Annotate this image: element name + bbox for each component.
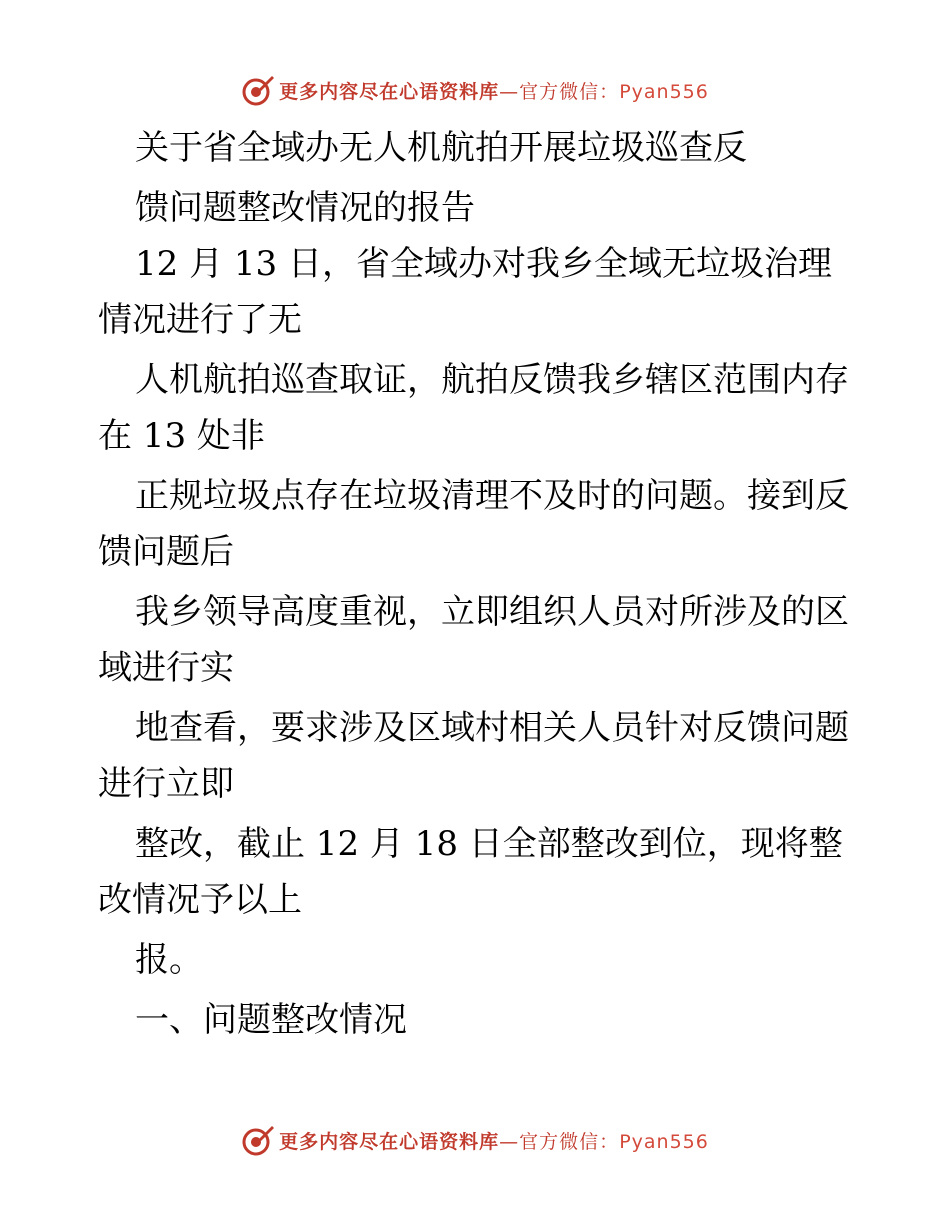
body-line: 人机航拍巡查取证，航拍反馈我乡辖区范围内存	[135, 360, 849, 400]
footer-watermark	[0, 1122, 950, 1158]
section-heading: 一、问题整改情况	[135, 1000, 407, 1040]
document-title-line-2: 馈问题整改情况的报告	[135, 188, 475, 228]
body-line: 报。	[135, 940, 203, 980]
body-line: 12 月 13 日，省全域办对我乡全域无垃圾治理	[135, 244, 832, 284]
pen-logo-icon	[241, 73, 275, 107]
body-line: 正规垃圾点存在垃圾清理不及时的问题。接到反	[135, 476, 849, 516]
header-watermark	[0, 72, 950, 108]
body-line: 在 13 处非	[98, 416, 265, 456]
body-line: 情况进行了无	[98, 300, 302, 340]
body-line: 进行立即	[98, 764, 234, 804]
body-line: 改情况予以上	[98, 880, 302, 920]
body-line: 我乡领导高度重视，立即组织人员对所涉及的区	[135, 592, 849, 632]
document-title-line-1: 关于省全域办无人机航拍开展垃圾巡查反	[135, 128, 747, 168]
body-line: 域进行实	[98, 648, 234, 688]
pen-logo-icon	[241, 1123, 275, 1157]
body-line: 整改，截止 12 月 18 日全部整改到位，现将整	[135, 824, 843, 864]
watermark-text: 更多内容尽在心语资料库—官方微信：Pyan556	[279, 1130, 709, 1153]
body-line: 馈问题后	[98, 532, 234, 572]
watermark-text: 更多内容尽在心语资料库—官方微信：Pyan556	[279, 80, 709, 103]
body-line: 地查看，要求涉及区域村相关人员针对反馈问题	[135, 708, 849, 748]
